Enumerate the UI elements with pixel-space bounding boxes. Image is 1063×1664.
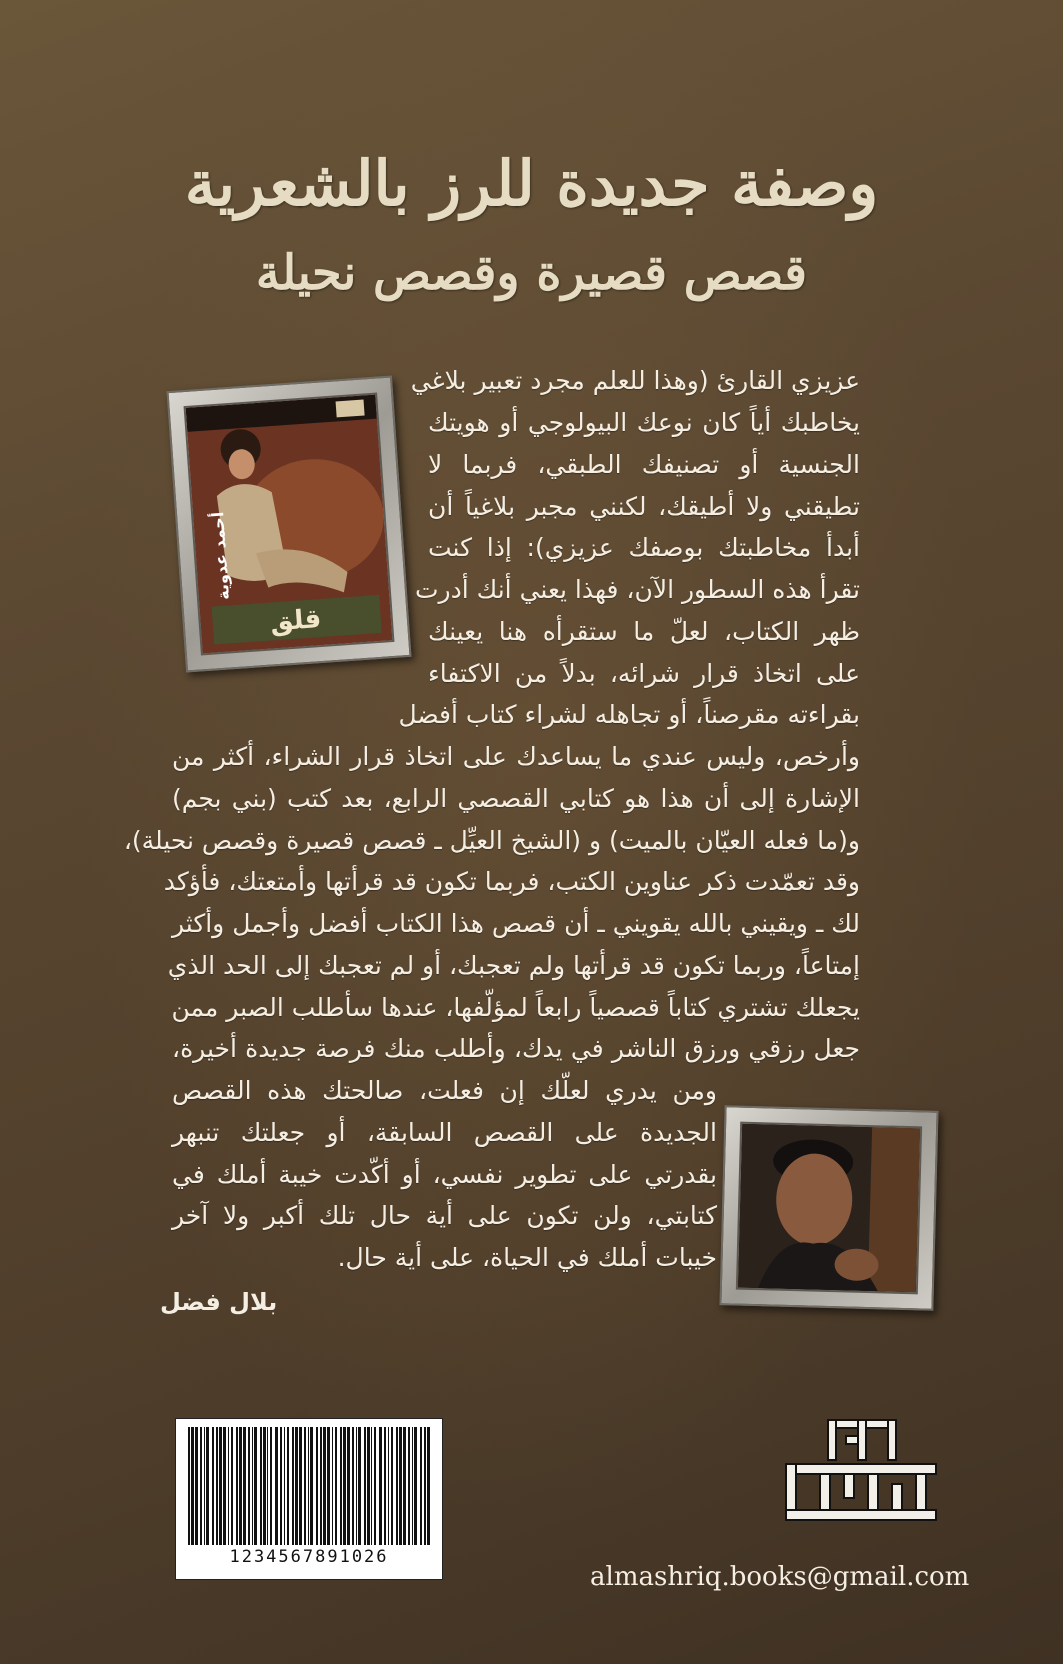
barcode-bar bbox=[399, 1427, 402, 1545]
author-photo bbox=[736, 1122, 922, 1295]
blurb-line: يجعلك تشتري كتاباً قصصياً رابعاً لمؤلّفها، عندها سأطلب الصبر ممن bbox=[171, 993, 860, 1022]
publisher-logo bbox=[780, 1418, 940, 1528]
barcode-bar bbox=[263, 1427, 266, 1545]
barcode-bar bbox=[223, 1427, 226, 1545]
book-subtitle: قصص قصيرة وقصص نحيلة bbox=[255, 245, 808, 301]
barcode-bar bbox=[287, 1427, 289, 1545]
barcode-bar bbox=[284, 1427, 285, 1545]
barcode-bar bbox=[391, 1427, 393, 1545]
barcode-bar bbox=[352, 1427, 354, 1545]
barcode-bar bbox=[260, 1427, 262, 1545]
barcode-bar bbox=[384, 1427, 386, 1545]
barcode bbox=[175, 1418, 443, 1580]
barcode-bar bbox=[212, 1427, 214, 1545]
blurb-line: وأرخص، وليس عندي ما يساعدك على اتخاذ قرار الشراء، أكثر من bbox=[172, 742, 860, 771]
barcode-bar bbox=[191, 1427, 194, 1545]
blurb-line: بقراءته مقرصناً، أو تجاهله لشراء كتاب أفضل bbox=[398, 700, 860, 729]
barcode-bar bbox=[252, 1427, 253, 1545]
barcode-bar bbox=[228, 1427, 229, 1545]
album-cover-illustration bbox=[186, 395, 393, 654]
blurb-line: و(ما فعله العيّان بالميت) و (الشيخ العيِّل ـ قصص قصيرة وقصص نحيلة)، bbox=[123, 826, 860, 855]
barcode-bar bbox=[371, 1427, 372, 1545]
blurb-line: ومن يدري لعلّك إن فعلت، صالحتك هذه القصص bbox=[172, 1076, 717, 1105]
barcode-bar bbox=[403, 1427, 406, 1545]
barcode-bar bbox=[323, 1427, 326, 1545]
barcode-bar bbox=[204, 1427, 205, 1545]
publisher-email: almashriq.books@gmail.com bbox=[590, 1562, 970, 1592]
blurb-line: بقدرتي على تطوير نفسي، أو أكّدت خيبة أملك في bbox=[172, 1160, 717, 1189]
barcode-bar bbox=[427, 1427, 430, 1545]
blurb-line: جعل رزقي ورزق الناشر في يدك، وأطلب منك فرصة جديدة أخيرة، bbox=[172, 1034, 860, 1063]
blurb-line: أبدأ مخاطبتك بوصفك عزيزي): إذا كنت bbox=[428, 533, 860, 562]
publisher-logo-mark bbox=[780, 1418, 940, 1528]
barcode-bar bbox=[280, 1427, 282, 1545]
blurb-line: وقد تعمّدت ذكر عناوين الكتب، فربما تكون قد قرأتها وأمتعتك، فأؤكد bbox=[163, 867, 860, 896]
blurb-line: على اتخاذ قرار شرائه، بدلاً من الاكتفاء bbox=[428, 659, 860, 688]
barcode-bar bbox=[420, 1427, 422, 1545]
barcode-bar bbox=[340, 1427, 342, 1545]
blurb-line: الجديدة على القصص السابقة، أو جعلتك تنبهر bbox=[172, 1118, 717, 1147]
barcode-bar bbox=[364, 1427, 366, 1545]
barcode-bar bbox=[188, 1427, 190, 1545]
barcode-bar bbox=[295, 1427, 298, 1545]
album-cover-image bbox=[184, 393, 395, 656]
barcode-bar bbox=[243, 1427, 246, 1545]
barcode-bar bbox=[231, 1427, 233, 1545]
barcode-bar bbox=[320, 1427, 322, 1545]
barcode-bar bbox=[388, 1427, 389, 1545]
album-cover-author: أحمد عدوية bbox=[207, 511, 234, 601]
barcode-bar bbox=[239, 1427, 242, 1545]
barcode-bar bbox=[236, 1427, 238, 1545]
barcode-bar bbox=[267, 1427, 268, 1545]
barcode-bar bbox=[270, 1427, 272, 1545]
barcode-bar bbox=[379, 1427, 382, 1545]
barcode-bar bbox=[414, 1427, 417, 1545]
album-cover-title: قلق bbox=[269, 604, 323, 638]
barcode-bar bbox=[216, 1427, 218, 1545]
barcode-bar bbox=[275, 1427, 278, 1545]
barcode-bars bbox=[186, 1427, 432, 1545]
barcode-bar bbox=[343, 1427, 346, 1545]
blurb-line: ظهر الكتاب، لعلّ ما ستقرأه هنا يعينك bbox=[428, 617, 860, 646]
blurb-line: تطيقني ولا أطيقك، لكنني مجبر بلاغياً أن bbox=[428, 492, 860, 521]
blurb-line: كتابتي، ولن تكون على أية حال تلك أكبر ولا آخر bbox=[172, 1201, 717, 1230]
barcode-bar bbox=[308, 1427, 309, 1545]
blurb-line: إمتاعاً، وربما تكون قد قرأتها ولم تعجبك، أو لم تعجبك إلى الحد الذي bbox=[167, 951, 860, 980]
barcode-bar bbox=[304, 1427, 306, 1545]
barcode-bar bbox=[316, 1427, 318, 1545]
barcode-bar bbox=[374, 1427, 376, 1545]
blurb-line: خيبات أملك في الحياة، على أية حال. bbox=[337, 1243, 717, 1272]
blurb-line: لك ـ ويقيني بالله يقويني ـ أن قصص هذا الكتاب أفضل وأجمل وأكثر bbox=[172, 909, 860, 938]
barcode-bar bbox=[299, 1427, 302, 1545]
blurb-line: يخاطبك أياً كان نوعك البيولوجي أو هويتك bbox=[428, 408, 860, 437]
barcode-bar bbox=[367, 1427, 370, 1545]
barcode-bar bbox=[347, 1427, 350, 1545]
barcode-bar bbox=[408, 1427, 410, 1545]
barcode-bar bbox=[335, 1427, 337, 1545]
book-title: وصفة جديدة للرز بالشعرية bbox=[184, 147, 879, 220]
author-photo-frame bbox=[719, 1105, 938, 1311]
album-cover-frame bbox=[166, 375, 411, 672]
barcode-bar bbox=[332, 1427, 333, 1545]
blurb-line: تقرأ هذه السطور الآن، فهذا يعني أنك أدرت bbox=[415, 575, 860, 604]
barcode-bar bbox=[254, 1427, 257, 1545]
barcode-bar bbox=[310, 1427, 313, 1545]
barcode-bar bbox=[424, 1427, 426, 1545]
barcode-bar bbox=[206, 1427, 209, 1545]
barcode-bar bbox=[200, 1427, 202, 1545]
blurb-line: الإشارة إلى أن هذا هو كتابي القصصي الرابع، بعد كتب (بني بجم) bbox=[172, 784, 860, 813]
barcode-bar bbox=[292, 1427, 294, 1545]
barcode-bar bbox=[356, 1427, 357, 1545]
author-portrait-illustration bbox=[738, 1124, 920, 1293]
blurb-line: الجنسية أو تصنيفك الطبقي، فربما لا bbox=[428, 450, 860, 479]
blurb-line: عزيزي القارئ (وهذا للعلم مجرد تعبير بلاغي bbox=[410, 366, 860, 395]
barcode-number: 1234567891026 bbox=[229, 1547, 389, 1567]
barcode-bar bbox=[412, 1427, 413, 1545]
barcode-bar bbox=[219, 1427, 222, 1545]
barcode-bar bbox=[396, 1427, 398, 1545]
barcode-bar bbox=[248, 1427, 250, 1545]
barcode-bar bbox=[327, 1427, 330, 1545]
barcode-bar bbox=[358, 1427, 361, 1545]
barcode-bar bbox=[195, 1427, 198, 1545]
author-signature: بلال فضل bbox=[160, 1288, 278, 1316]
